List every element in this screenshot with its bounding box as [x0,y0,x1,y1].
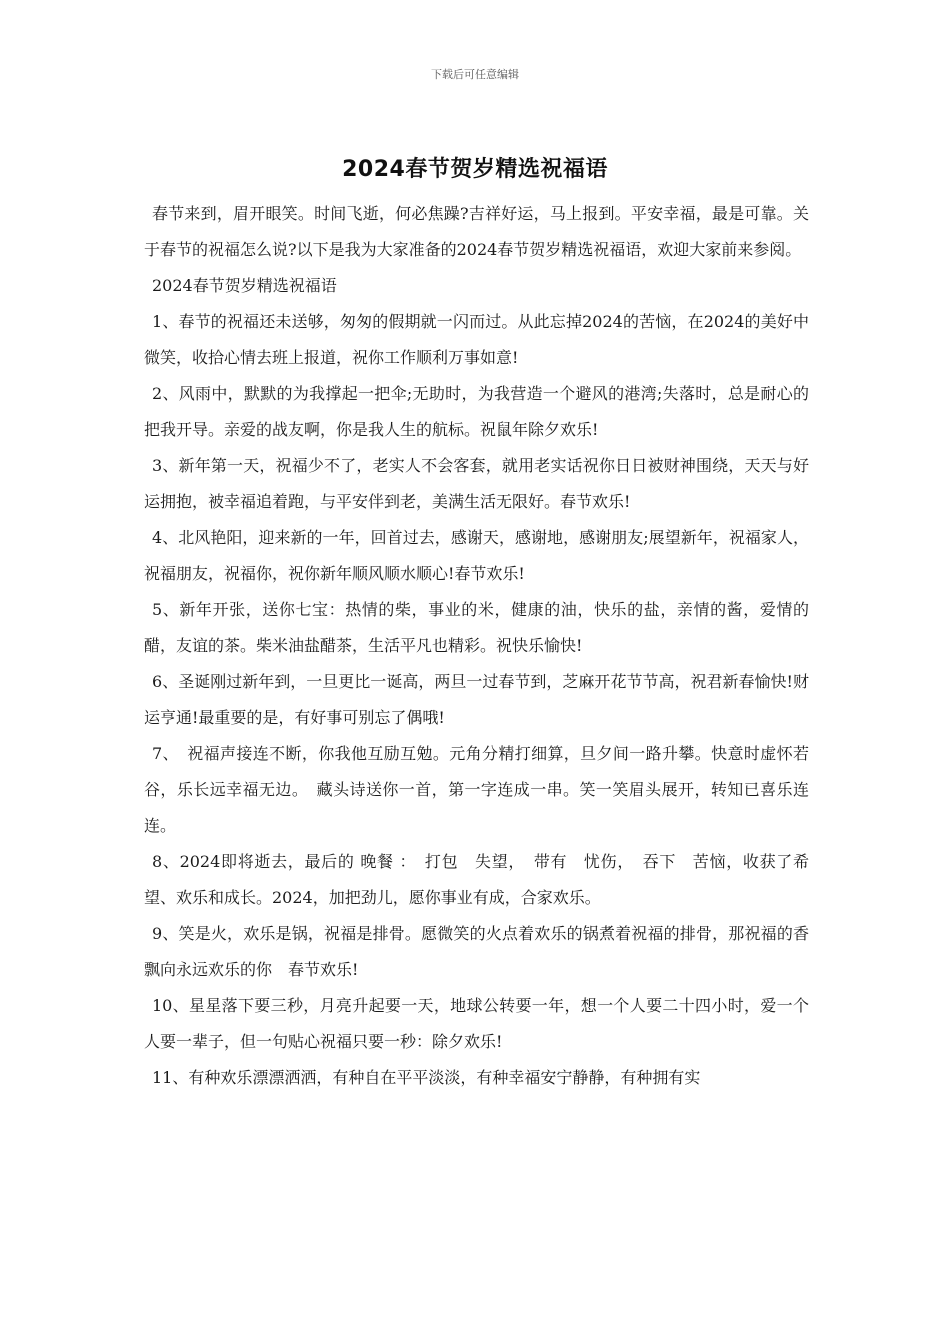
list-item: 8、2024即将逝去，最后的 晚餐 ： 打包 失望， 带有 忧伤， 吞下 苦恼，收获了希望、欢乐和成长。2024，加把劲儿，愿你事业有成，合家欢乐。 [144,852,809,907]
list-item: 4、北风艳阳，迎来新的一年，回首过去，感谢天，感谢地，感谢朋友;展望新年，祝福家人，祝福朋友，祝福你，祝你新年顺风顺水顺心!春节欢乐! [144,528,809,583]
subheading: 2024春节贺岁精选祝福语 [152,276,337,295]
intro-paragraph: 春节来到，眉开眼笑。时间飞逝，何必焦躁?吉祥好运，马上报到。平安幸福，最是可靠。关于春节的祝福怎么说?以下是我为大家准备的2024春节贺岁精选祝福语，欢迎大家前来参阅。 [144,204,809,259]
list-item: 11、有种欢乐漂漂洒洒，有种自在平平淡淡，有种幸福安宁静静，有种拥有实 [152,1068,701,1087]
list-item: 9、笑是火，欢乐是锅，祝福是排骨。愿微笑的火点着欢乐的锅煮着祝福的排骨，那祝福的香飘向永远欢乐的你 春节欢乐! [144,924,809,979]
document-body [144,196,809,1096]
list-item: 3、新年第一天，祝福少不了，老实人不会客套，就用老实话祝你日日被财神围绕，天天与好运拥抱，被幸福追着跑，与平安伴到老，美满生活无限好。春节欢乐! [144,456,809,511]
list-item: 5、新年开张，送你七宝：热情的柴，事业的米，健康的油，快乐的盐，亲情的酱，爱情的醋，友谊的茶。柴米油盐醋茶，生活平凡也精彩。祝快乐愉快! [144,600,809,655]
list-item: 7、 祝福声接连不断，你我他互励互勉。元角分精打细算，旦夕间一路升攀。快意时虚怀若谷，乐长远幸福无边。 藏头诗送你一首，第一字连成一串。笑一笑眉头展开，转知已喜乐连连。 [144,744,809,835]
list-item: 2、风雨中，默默的为我撑起一把伞;无助时，为我营造一个避风的港湾;失落时，总是耐心的把我开导。亲爱的战友啊，你是我人生的航标。祝鼠年除夕欢乐! [144,384,809,439]
list-item: 1、春节的祝福还未送够，匆匆的假期就一闪而过。从此忘掉2024的苦恼，在2024的美好中微笑，收拾心情去班上报道，祝你工作顺利万事如意! [144,312,809,367]
list-item: 6、圣诞刚过新年到，一旦更比一诞高，两旦一过春节到，芝麻开花节节高，祝君新春愉快!财运亨通!最重要的是，有好事可别忘了偶哦! [144,672,809,727]
list-item: 10、星星落下要三秒，月亮升起要一天，地球公转要一年，想一个人要二十四小时，爱一个人要一辈子，但一句贴心祝福只要一秒：除夕欢乐! [144,996,809,1051]
header-note: 下载后可任意编辑 [431,68,519,81]
document-title: 2024春节贺岁精选祝福语 [342,157,608,182]
